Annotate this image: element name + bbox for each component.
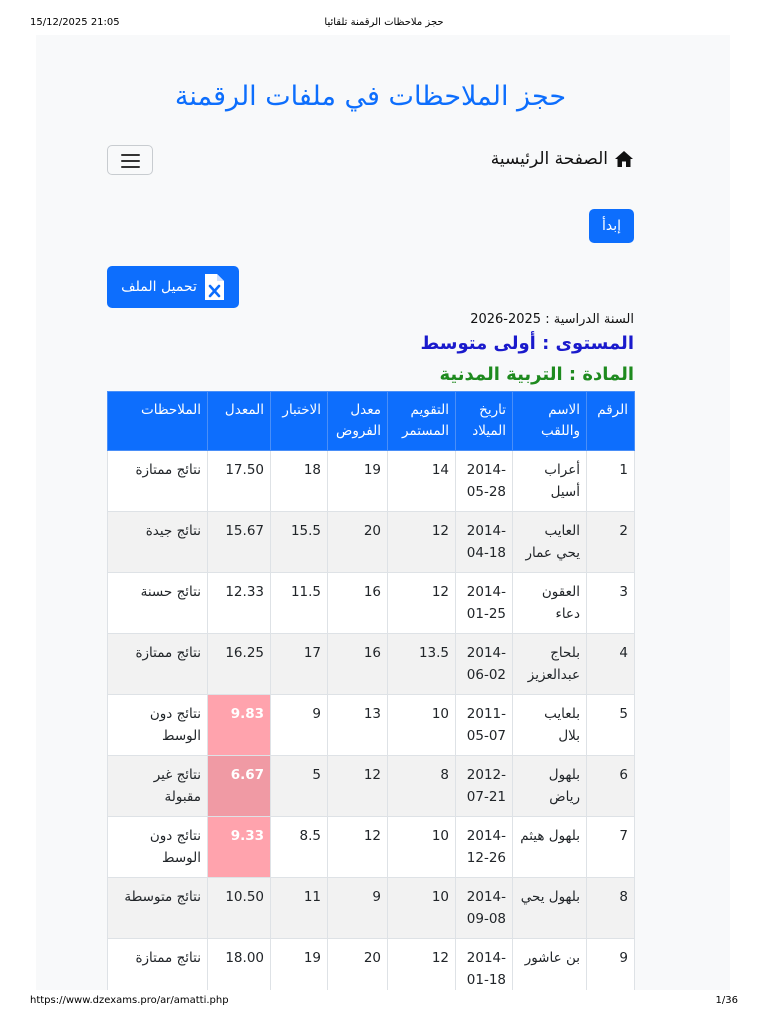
print-footer: [0, 995, 768, 1009]
home-icon: [614, 150, 634, 168]
table-cell-tests-avg: 16: [328, 573, 388, 634]
table-row: [108, 817, 635, 878]
table-cell-birth: 2014-01-18: [456, 939, 513, 991]
table-header-cell: تاريخ الميلاد: [456, 392, 513, 451]
table-cell-remark: نتائج متوسطة: [108, 878, 208, 939]
table-cell-exam: 19: [271, 939, 328, 991]
table-cell-birth: 2014-05-28: [456, 451, 513, 512]
table-cell-average: 9.33: [208, 817, 271, 878]
table-cell-num: 6: [587, 756, 635, 817]
table-cell-tests-avg: 12: [328, 817, 388, 878]
table-cell-exam: 5: [271, 756, 328, 817]
table-cell-birth: 2014-04-18: [456, 512, 513, 573]
table-cell-exam: 18: [271, 451, 328, 512]
table-cell-name: العقون دعاء: [513, 573, 587, 634]
nav-home-label: الصفحة الرئيسية: [490, 149, 608, 169]
table-cell-num: 7: [587, 817, 635, 878]
table-cell-name: بن عاشور: [513, 939, 587, 991]
table-cell-continuous: 10: [388, 817, 456, 878]
table-cell-average: 9.83: [208, 695, 271, 756]
table-header-cell: الرقم: [587, 392, 635, 451]
table-header-cell: الملاحظات: [108, 392, 208, 451]
print-datetime: 15/12/2025 21:05: [30, 17, 120, 28]
table-cell-exam: 11.5: [271, 573, 328, 634]
table-cell-average: 17.50: [208, 451, 271, 512]
start-button[interactable]: إبدأ: [589, 209, 634, 243]
table-row: [108, 634, 635, 695]
nav-home-link[interactable]: [491, 149, 634, 169]
table-cell-name: بلعايب بلال: [513, 695, 587, 756]
table-row: [108, 695, 635, 756]
table-row: [108, 512, 635, 573]
table-cell-name: بلهول يحي: [513, 878, 587, 939]
print-url: https://www.dzexams.pro/ar/amatti.php: [30, 995, 229, 1006]
table-cell-birth: 2011-05-07: [456, 695, 513, 756]
page-content: [36, 35, 730, 990]
school-year: السنة الدراسية : 2025-2026: [470, 312, 634, 327]
table-cell-continuous: 13.5: [388, 634, 456, 695]
hamburger-icon: [121, 154, 140, 172]
table-header-cell: معدل الفروض: [328, 392, 388, 451]
table-cell-num: 1: [587, 451, 635, 512]
navbar: [107, 145, 634, 177]
menu-toggle-button[interactable]: [107, 145, 153, 175]
table-cell-average: 15.67: [208, 512, 271, 573]
table-cell-tests-avg: 13: [328, 695, 388, 756]
table-row: [108, 939, 635, 991]
table-cell-tests-avg: 16: [328, 634, 388, 695]
download-file-button[interactable]: [107, 266, 239, 308]
table-cell-num: 4: [587, 634, 635, 695]
table-row: [108, 573, 635, 634]
table-cell-tests-avg: 12: [328, 756, 388, 817]
table-cell-num: 9: [587, 939, 635, 991]
table-cell-birth: 2014-09-08: [456, 878, 513, 939]
table-cell-tests-avg: 19: [328, 451, 388, 512]
table-cell-average: 12.33: [208, 573, 271, 634]
table-cell-remark: نتائج جيدة: [108, 512, 208, 573]
table-cell-name: بلحاج عبدالعزيز: [513, 634, 587, 695]
table-cell-exam: 11: [271, 878, 328, 939]
table-cell-tests-avg: 20: [328, 939, 388, 991]
table-cell-remark: نتائج ممتازة: [108, 451, 208, 512]
table-header-cell: الاختبار: [271, 392, 328, 451]
table-cell-continuous: 12: [388, 573, 456, 634]
table-cell-exam: 17: [271, 634, 328, 695]
table-cell-birth: 2012-07-21: [456, 756, 513, 817]
table-cell-name: بلهول رياض: [513, 756, 587, 817]
table-cell-remark: نتائج غير مقبولة: [108, 756, 208, 817]
table-cell-num: 8: [587, 878, 635, 939]
table-cell-tests-avg: 9: [328, 878, 388, 939]
table-cell-remark: نتائج دون الوسط: [108, 695, 208, 756]
print-doc-title: حجز ملاحظات الرقمنة تلقائيا: [324, 17, 444, 28]
table-cell-remark: نتائج ممتازة: [108, 634, 208, 695]
excel-file-icon: [203, 273, 225, 301]
table-cell-exam: 9: [271, 695, 328, 756]
subject-heading: المادة : التربية المدنية: [439, 364, 634, 385]
table-row: [108, 756, 635, 817]
table-header-cell: التقويم المستمر: [388, 392, 456, 451]
table-cell-average: 18.00: [208, 939, 271, 991]
table-cell-birth: 2014-12-26: [456, 817, 513, 878]
table-cell-name: العايب يحي عمار: [513, 512, 587, 573]
table-cell-num: 5: [587, 695, 635, 756]
table-cell-continuous: 12: [388, 939, 456, 991]
table-cell-continuous: 10: [388, 695, 456, 756]
table-cell-tests-avg: 20: [328, 512, 388, 573]
table-cell-num: 2: [587, 512, 635, 573]
table-cell-birth: 2014-01-25: [456, 573, 513, 634]
table-cell-average: 16.25: [208, 634, 271, 695]
table-cell-continuous: 8: [388, 756, 456, 817]
table-cell-continuous: 10: [388, 878, 456, 939]
table-cell-continuous: 14: [388, 451, 456, 512]
table-cell-exam: 8.5: [271, 817, 328, 878]
table-header-cell: الاسم واللقب: [513, 392, 587, 451]
grades-table-body: [108, 451, 635, 991]
print-header: [0, 17, 768, 31]
table-header-row: [108, 392, 635, 451]
table-cell-continuous: 12: [388, 512, 456, 573]
table-cell-remark: نتائج حسنة: [108, 573, 208, 634]
table-header-cell: المعدل: [208, 392, 271, 451]
table-cell-average: 10.50: [208, 878, 271, 939]
download-file-label: تحميل الملف: [121, 279, 197, 295]
table-row: [108, 451, 635, 512]
table-cell-remark: نتائج دون الوسط: [108, 817, 208, 878]
table-cell-num: 3: [587, 573, 635, 634]
table-cell-remark: نتائج ممتازة: [108, 939, 208, 991]
table-cell-average: 6.67: [208, 756, 271, 817]
table-cell-name: بلهول هيثم: [513, 817, 587, 878]
table-row: [108, 878, 635, 939]
table-cell-birth: 2014-06-02: [456, 634, 513, 695]
grades-table: [107, 391, 635, 990]
level-heading: المستوى : أولى متوسط: [420, 333, 634, 354]
print-page-number: 1/36: [715, 995, 738, 1006]
table-cell-exam: 15.5: [271, 512, 328, 573]
page-title: حجز الملاحظات في ملفات الرقمنة: [174, 81, 567, 112]
table-cell-name: أعراب أسيل: [513, 451, 587, 512]
